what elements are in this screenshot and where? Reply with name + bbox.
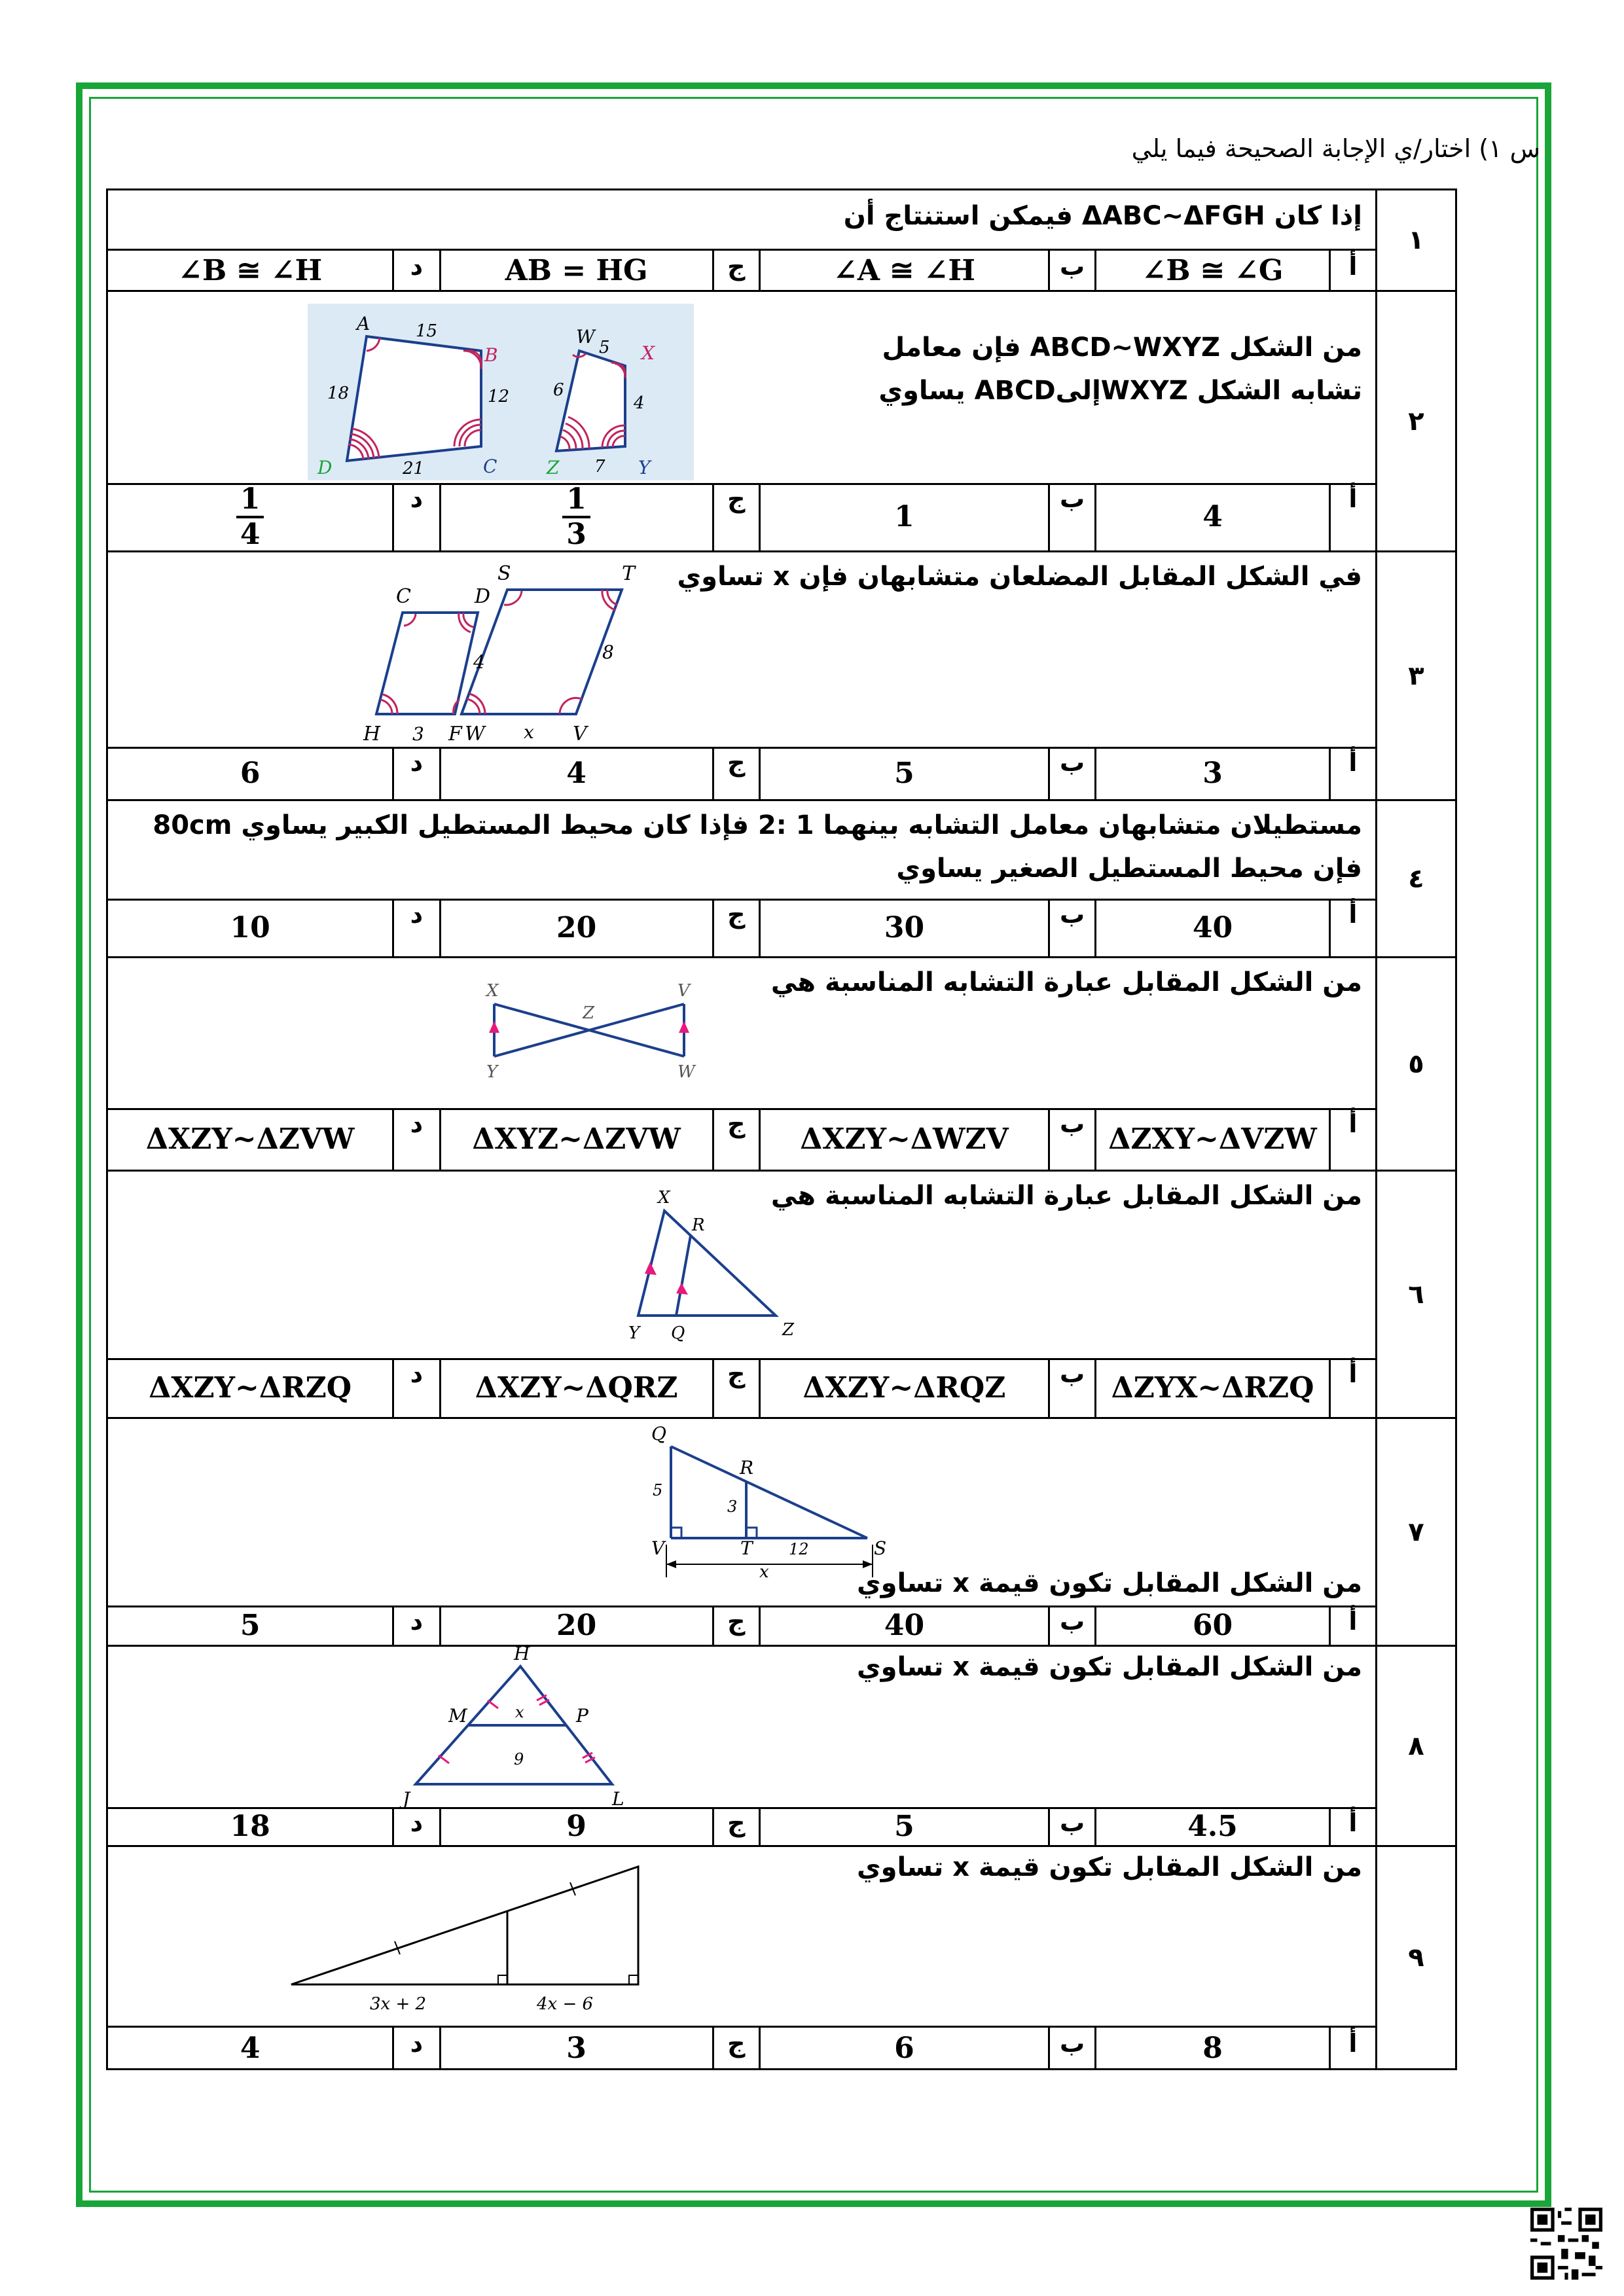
svg-text:x: x: [515, 1703, 524, 1721]
question-row-4: [108, 801, 1455, 958]
question-row-1: [108, 190, 1455, 292]
svg-text:Y: Y: [486, 1062, 498, 1082]
base-label-left: 3x + 2: [370, 1994, 427, 2014]
svg-text:4: 4: [634, 393, 645, 413]
option-a[interactable]: 60: [1094, 1605, 1329, 1645]
question-row-9: [108, 1847, 1455, 2068]
option-label-b[interactable]: ب: [1048, 1605, 1094, 1645]
option-label-c[interactable]: ج: [712, 1605, 759, 1645]
page-heading: س ١) اختار/ي الإجابة الصحيحة فيما يلي: [1131, 134, 1540, 163]
option-c[interactable]: 20: [439, 1605, 712, 1645]
option-a[interactable]: 4: [1094, 483, 1329, 550]
svg-text:Z: Z: [782, 1320, 795, 1340]
option-d[interactable]: 5: [240, 1608, 261, 1642]
option-d[interactable]: ΔXZY~ΔRZQ: [149, 1371, 352, 1405]
option-c[interactable]: [439, 483, 712, 550]
question-row-7: [108, 1419, 1455, 1647]
option-label-d[interactable]: د: [392, 483, 439, 550]
svg-text:18: 18: [327, 384, 350, 403]
svg-text:W: W: [576, 326, 595, 348]
question-number: ٣: [1375, 552, 1455, 799]
svg-text:9: 9: [514, 1750, 524, 1768]
option-a[interactable]: 40: [1094, 899, 1329, 956]
option-label-b[interactable]: ب: [1048, 251, 1094, 290]
question-area: [108, 1847, 1375, 2028]
question-text: إذا كان ΔABC~ΔFGH فيمكن استنتاج أن: [843, 201, 1362, 231]
svg-text:15: 15: [416, 321, 438, 341]
question-text: مستطيلان متشابهان معامل التشابه بينهما 1 :2 فإذا كان محيط المستطيل الكبير يساوي 80cm فإن محيط المستطيل الصغير يساوي: [153, 810, 1362, 884]
question-area: [108, 1647, 1375, 1809]
svg-text:S: S: [497, 562, 511, 585]
svg-text:5: 5: [599, 338, 610, 357]
option-label-c[interactable]: ج: [712, 251, 759, 290]
question-area: [108, 1419, 1375, 1607]
option-d[interactable]: [108, 483, 392, 550]
option-b[interactable]: 40: [759, 1605, 1048, 1645]
option-label-a[interactable]: أ: [1329, 1605, 1375, 1645]
questions-table: [106, 188, 1457, 2070]
midsegment-triangle-figure: [350, 1647, 691, 1810]
options-row: [108, 1807, 1375, 1845]
option-label-c[interactable]: ج: [712, 1358, 759, 1417]
options-row: [108, 1108, 1375, 1170]
option-label-b[interactable]: ب: [1048, 1108, 1094, 1170]
options-row: [108, 1358, 1375, 1417]
option-c[interactable]: AB = HG: [439, 251, 712, 290]
option-a[interactable]: 4.5: [1094, 1807, 1329, 1845]
question-text: من الشكل المقابل عبارة التشابه المناسبة هي: [770, 967, 1362, 997]
crossing-triangles-figure: [468, 978, 756, 1083]
option-c[interactable]: 3: [439, 2028, 712, 2068]
svg-text:P: P: [576, 1705, 588, 1727]
svg-text:S: S: [874, 1537, 887, 1559]
option-label-b[interactable]: ب: [1048, 1358, 1094, 1417]
svg-text:L: L: [612, 1788, 624, 1810]
fraction: $\frac{1}{4}$: [236, 483, 264, 551]
option-a[interactable]: ΔZXY~ΔVZW: [1094, 1108, 1329, 1170]
svg-text:Z: Z: [583, 1003, 595, 1023]
svg-text:Q: Q: [671, 1323, 685, 1343]
option-b[interactable]: 5: [759, 1807, 1048, 1845]
options-row: [108, 1605, 1375, 1645]
svg-text:3: 3: [727, 1498, 738, 1516]
option-label-a[interactable]: أ: [1329, 1807, 1375, 1845]
question-text: من الشكل المقابل تكون قيمة x تساوي: [857, 1568, 1362, 1598]
option-b[interactable]: ΔXZY~ΔWZV: [759, 1108, 1048, 1170]
svg-text:12: 12: [789, 1540, 809, 1558]
svg-text:R: R: [740, 1457, 754, 1479]
option-label-c[interactable]: ج: [712, 1807, 759, 1845]
svg-text:X: X: [641, 342, 655, 364]
question-text: من الشكل المقابل عبارة التشابه المناسبة هي: [770, 1181, 1362, 1211]
option-b[interactable]: ∠A ≅ ∠H: [759, 251, 1048, 290]
option-a[interactable]: ΔZYX~ΔRZQ: [1094, 1358, 1329, 1417]
option-label-c[interactable]: ج: [712, 899, 759, 956]
option-label-d[interactable]: د: [392, 747, 439, 799]
option-a[interactable]: 3: [1094, 747, 1329, 799]
question-area: [108, 1172, 1375, 1360]
question-area: [108, 292, 1375, 485]
fraction: $\frac{1}{3}$: [562, 483, 590, 551]
svg-text:W: W: [677, 1062, 695, 1082]
option-label-b[interactable]: ب: [1048, 899, 1094, 956]
option-d[interactable]: 18: [230, 1809, 270, 1843]
question-text: من الشكل ABCD~WXYZ فإن معامل تشابه الشكل WXYZإلىABCD يساوي: [878, 332, 1362, 406]
right-triangles-figure: [533, 1420, 926, 1590]
svg-text:V: V: [573, 723, 587, 744]
options-row: [108, 251, 1375, 290]
svg-text:H: H: [363, 723, 381, 744]
right-triangle-expressions-figure: [278, 1854, 684, 2024]
option-label-b[interactable]: ب: [1048, 747, 1094, 799]
svg-text:6: 6: [553, 380, 564, 400]
question-text: من الشكل المقابل تكون قيمة x تساوي: [857, 1852, 1362, 1882]
option-c[interactable]: 9: [439, 1807, 712, 1845]
option-label-d[interactable]: د: [392, 1605, 439, 1645]
svg-text:D: D: [317, 457, 333, 478]
question-number: ٦: [1375, 1172, 1455, 1417]
option-d[interactable]: ΔXZY~ΔZVW: [145, 1122, 355, 1156]
svg-text:F: F: [448, 723, 462, 744]
svg-text:x: x: [759, 1562, 769, 1582]
option-label-a[interactable]: أ: [1329, 2028, 1375, 2068]
svg-text:12: 12: [488, 387, 510, 406]
svg-text:8: 8: [602, 641, 614, 663]
options-row: [108, 747, 1375, 799]
options-row: [108, 483, 1375, 550]
svg-text:T: T: [740, 1537, 753, 1559]
svg-text:T: T: [622, 562, 636, 585]
svg-text:Z: Z: [547, 457, 560, 478]
option-label-a[interactable]: أ: [1329, 251, 1375, 290]
svg-text:C: C: [483, 456, 497, 477]
option-label-c[interactable]: ج: [712, 747, 759, 799]
option-label-b[interactable]: ب: [1048, 2028, 1094, 2068]
option-label-c[interactable]: ج: [712, 483, 759, 550]
nested-triangle-figure: [605, 1185, 821, 1355]
svg-text:X: X: [486, 981, 499, 1001]
option-a[interactable]: 8: [1094, 2028, 1329, 2068]
option-label-a[interactable]: أ: [1329, 1108, 1375, 1170]
svg-text:M: M: [448, 1705, 467, 1727]
svg-text:21: 21: [403, 459, 425, 478]
question-area: [108, 190, 1375, 251]
option-d[interactable]: 10: [230, 910, 270, 944]
option-b[interactable]: 1: [759, 483, 1048, 550]
option-b[interactable]: 6: [759, 2028, 1048, 2068]
option-c[interactable]: ΔXZY~ΔQRZ: [439, 1358, 712, 1417]
option-label-c[interactable]: ج: [712, 1108, 759, 1170]
question-text: في الشكل المقابل المضلعان متشابهان فإن x تساوي: [677, 562, 1362, 592]
question-row-6: [108, 1172, 1455, 1419]
question-row-5: [108, 958, 1455, 1172]
svg-text:B: B: [484, 344, 498, 366]
question-area: [108, 552, 1375, 749]
option-c[interactable]: ΔXYZ~ΔZVW: [439, 1108, 712, 1170]
svg-text:X: X: [658, 1188, 670, 1208]
svg-text:3: 3: [412, 723, 424, 744]
quadrilaterals-figure: [308, 304, 694, 480]
question-row-2: [108, 292, 1455, 552]
question-number: ٤: [1375, 801, 1455, 956]
question-number: ٢: [1375, 292, 1455, 550]
option-b[interactable]: 5: [759, 747, 1048, 799]
option-b[interactable]: 30: [759, 899, 1048, 956]
option-label-d[interactable]: د: [392, 2028, 439, 2068]
svg-text:x: x: [524, 721, 534, 743]
svg-text:7: 7: [594, 457, 605, 476]
question-number: ٩: [1375, 1847, 1455, 2068]
option-label-d[interactable]: د: [392, 1108, 439, 1170]
option-label-a[interactable]: أ: [1329, 1358, 1375, 1417]
options-row: [108, 899, 1375, 956]
option-label-a[interactable]: أ: [1329, 747, 1375, 799]
svg-text:5: 5: [653, 1481, 663, 1499]
svg-text:H: H: [514, 1647, 530, 1664]
svg-text:Q: Q: [651, 1423, 666, 1444]
question-area: [108, 801, 1375, 901]
svg-text:W: W: [465, 723, 485, 744]
parallelograms-figure: [337, 560, 795, 744]
option-label-a[interactable]: أ: [1329, 483, 1375, 550]
question-number: ١: [1375, 190, 1455, 290]
option-a[interactable]: ∠B ≅ ∠G: [1094, 251, 1329, 290]
question-row-8: [108, 1647, 1455, 1847]
svg-text:R: R: [692, 1215, 705, 1235]
question-number: ٧: [1375, 1419, 1455, 1645]
question-number: ٥: [1375, 958, 1455, 1170]
svg-text:A: A: [357, 313, 370, 334]
option-b[interactable]: ΔXZY~ΔRQZ: [759, 1358, 1048, 1417]
qr-code-icon: [1530, 2208, 1602, 2280]
svg-text:V: V: [677, 981, 690, 1001]
svg-text:D: D: [475, 585, 491, 608]
svg-text:4: 4: [473, 651, 485, 673]
option-label-b[interactable]: ب: [1048, 1807, 1094, 1845]
option-d[interactable]: ∠B ≅ ∠H: [178, 253, 323, 287]
option-label-d[interactable]: د: [392, 899, 439, 956]
option-d[interactable]: 4: [240, 2031, 261, 2065]
option-c[interactable]: 4: [439, 747, 712, 799]
options-row: [108, 2028, 1375, 2068]
option-label-d[interactable]: د: [392, 1358, 439, 1417]
svg-text:C: C: [396, 585, 411, 608]
question-number: ٨: [1375, 1647, 1455, 1845]
option-c[interactable]: 20: [439, 899, 712, 956]
option-label-c[interactable]: ج: [712, 2028, 759, 2068]
option-label-d[interactable]: د: [392, 251, 439, 290]
question-area: [108, 958, 1375, 1110]
svg-text:V: V: [651, 1537, 665, 1559]
svg-text:J: J: [403, 1788, 410, 1810]
option-label-a[interactable]: أ: [1329, 899, 1375, 956]
base-label-right: 4x − 6: [537, 1994, 594, 2014]
question-row-3: [108, 552, 1455, 801]
option-label-b[interactable]: ب: [1048, 483, 1094, 550]
option-d[interactable]: 6: [240, 756, 261, 790]
svg-text:Y: Y: [628, 1323, 640, 1343]
svg-text:Y: Y: [638, 457, 651, 478]
option-label-d[interactable]: د: [392, 1807, 439, 1845]
question-text: من الشكل المقابل تكون قيمة x تساوي: [857, 1652, 1362, 1682]
